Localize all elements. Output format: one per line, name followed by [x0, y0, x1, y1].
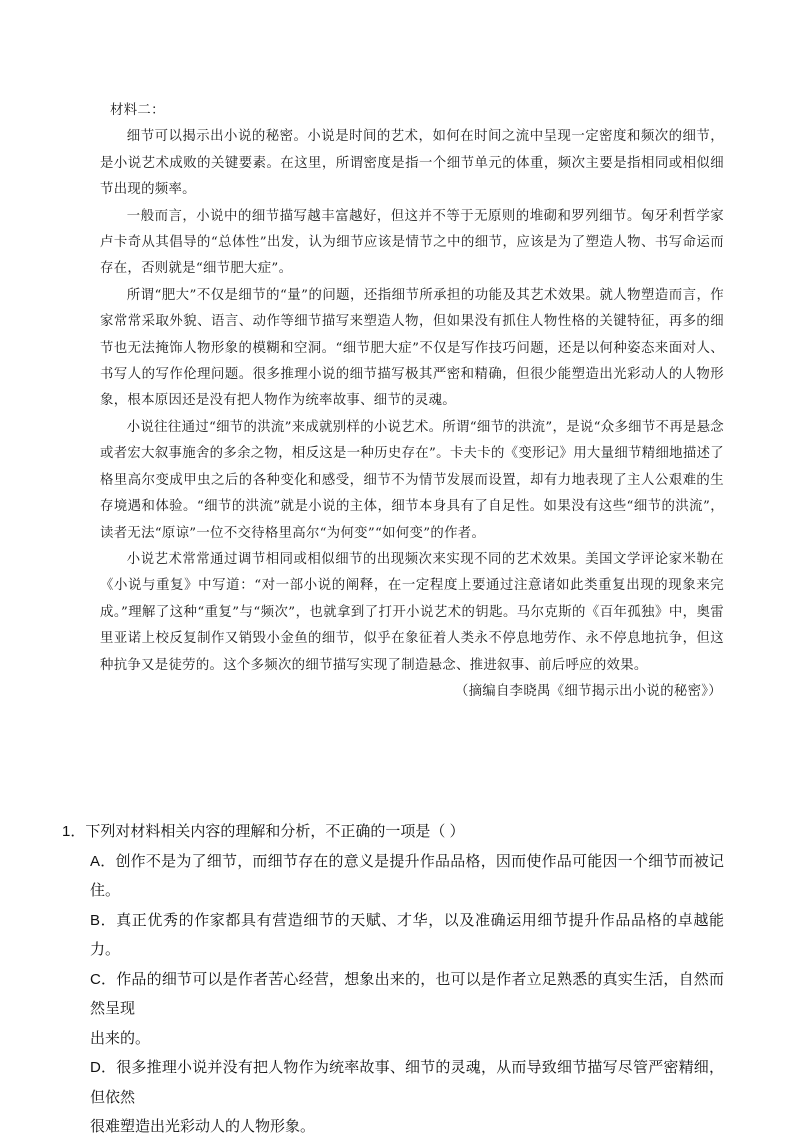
- material-paragraph: 一般而言，小说中的细节描写越丰富越好，但这并不等于无原则的堆砌和罗列细节。匈牙利哲学家卢卡奇从其倡导的“总体性”出发，认为细节应该是情节之中的细节，应该是为了塑造人物、书写命运而存在，否则就是“细节肥大症”。: [100, 208, 724, 277]
- option-a[interactable]: [62, 847, 724, 906]
- option-d[interactable]: [62, 1053, 724, 1142]
- option-c[interactable]: [62, 965, 724, 1054]
- option-b[interactable]: [62, 906, 724, 965]
- material-title: 材料二：: [110, 103, 165, 118]
- material-paragraph: 所谓“肥大”不仅是细节的“量”的问题，还指细节所承担的功能及其艺术效果。就人物塑造而言，作家常常采取外貌、语言、动作等细节描写来塑造人物，但如果没有抓住人物性格的关键特征，再多的细节也无法掩饰人物形象的模糊和空洞。“细节肥大症”不仅是写作技巧问题，还是以何种姿态来面对人、书写人的写作伦理问题。很多推理小说的细节描写极其严密和精确，但很少能塑造出光彩动人的人物形象，根本原因还是没有把人物作为统率故事、细节的灵魂。: [100, 287, 724, 409]
- question-block: [62, 817, 724, 1142]
- material-paragraph: 小说往往通过“细节的洪流”来成就别样的小说艺术。所谓“细节的洪流”，是说“众多细节不再是悬念或者宏大叙事施舍的多余之物，相反这是一种历史存在”。卡夫卡的《变形记》用大量细节精细地描述了格里高尔变成甲虫之后的各种变化和感受，细节不为情节发展而设置，却有力地表现了主人公艰难的生存境遇和体验。“细节的洪流”就是小说的主体，细节本身具有了自足性。如果没有这些“细节的洪流”，读者无法“原谅”一位不交待格里高尔“为何变”“如何变”的作者。: [100, 419, 724, 541]
- option-d-text: D．很多推理小说并没有把人物作为统率故事、细节的灵魂，从而导致细节描写尽管严密精细，但依然: [90, 1059, 724, 1106]
- material-paragraph: 细节可以揭示出小说的秘密。小说是时间的艺术，如何在时间之流中呈现一定密度和频次的细节，是小说艺术成败的关键要素。在这里，所谓密度是指一个细节单元的体重，频次主要是指相同或相似细节出现的频率。: [100, 129, 724, 198]
- option-b-text: B．真正优秀的作家都具有营造细节的天赋、才华，以及准确运用细节提升作品品格的卓越能力。: [90, 911, 724, 958]
- material-source: （摘编自李晓禺《细节揭示出小说的秘密》）: [454, 683, 722, 699]
- option-c-text-continued: 出来的。: [90, 1029, 151, 1047]
- reading-material: [100, 98, 724, 705]
- option-d-text-continued: 很难塑造出光彩动人的人物形象。: [90, 1118, 316, 1135]
- option-c-text: C．作品的细节可以是作者苦心经营，想象出来的，也可以是作者立足熟悉的真实生活，自然而然呈现: [90, 970, 724, 1017]
- option-a-text: A．创作不是为了细节，而细节存在的意义是提升作品品格，因而使作品可能因一个细节而被记住。: [90, 852, 724, 899]
- material-paragraph: 小说艺术常常通过调节相同或相似细节的出现频次来实现不同的艺术效果。美国文学评论家米勒在《小说与重复》中写道：“对一部小说的阐释，在一定程度上要通过注意诸如此类重复出现的现象来完成。”理解了这种“重复”与“频次”，也就拿到了打开小说艺术的钥匙。马尔克斯的《百年孤独》中，奥雷里亚诺上校反复制作又销毁小金鱼的细节，似乎在象征着人类永不停息地劳作、永不停息地抗争，但这种抗争又是徒劳的。这个多频次的细节描写实现了制造悬念、推进叙事、前后呼应的效果。: [100, 551, 724, 673]
- question-stem: 1．下列对材料相关内容的理解和分析，不正确的一项是（ ）: [62, 823, 465, 840]
